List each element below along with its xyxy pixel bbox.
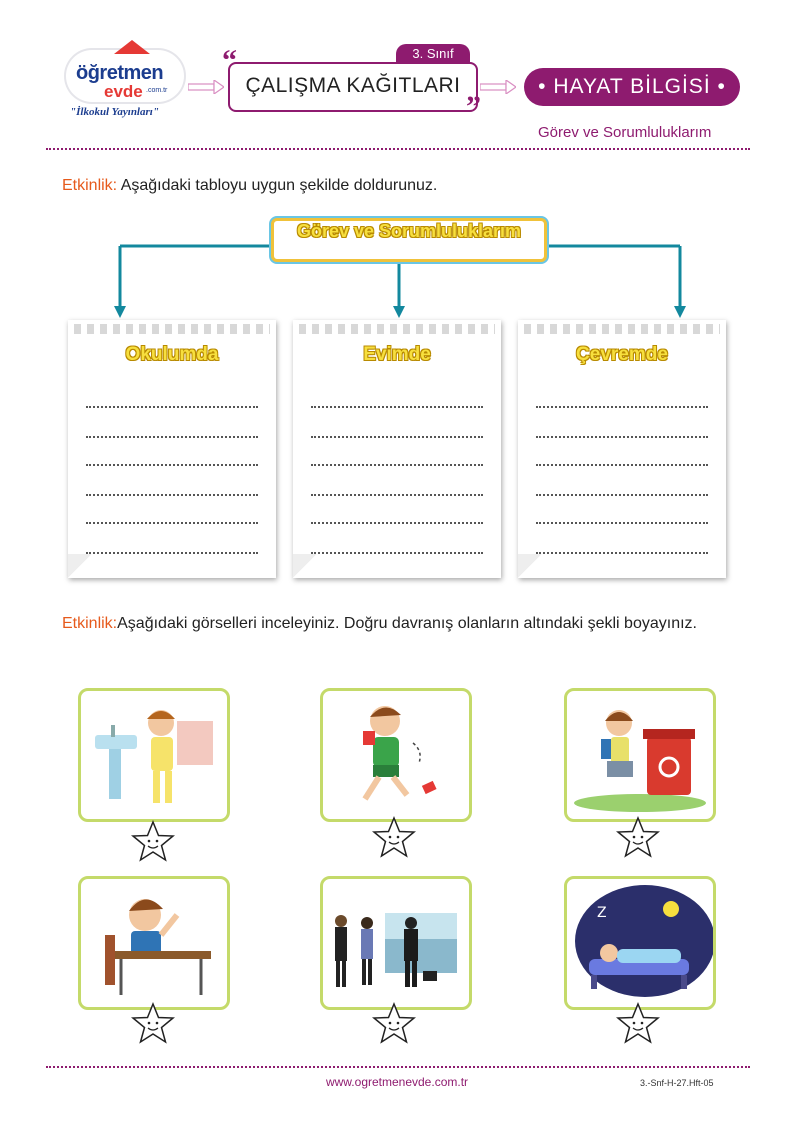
write-line[interactable] bbox=[311, 552, 483, 554]
header-divider bbox=[46, 148, 750, 150]
write-line[interactable] bbox=[311, 436, 483, 438]
smiley-star-icon[interactable] bbox=[616, 816, 660, 860]
grade-badge: 3. Sınıf bbox=[396, 44, 470, 64]
write-line[interactable] bbox=[86, 406, 258, 408]
logo-tagline: "İlkokul Yayınları" bbox=[70, 106, 159, 118]
logo-domain: .com.tr bbox=[146, 87, 168, 94]
logo-text-bottom: evde bbox=[104, 82, 143, 101]
arrow-right-icon bbox=[188, 80, 224, 94]
footer-url[interactable]: www.ogretmenevde.com.tr bbox=[325, 1075, 469, 1089]
svg-text:Z: Z bbox=[597, 905, 607, 921]
child-sleeping-illustration bbox=[567, 879, 713, 1007]
girl-recycling-illustration bbox=[567, 691, 713, 819]
note-holes bbox=[74, 324, 270, 334]
note-holes bbox=[524, 324, 720, 334]
logo-text-top: öğretmen bbox=[76, 62, 164, 84]
write-line[interactable] bbox=[86, 494, 258, 496]
write-line[interactable] bbox=[536, 552, 708, 554]
boy-raising-hand-illustration bbox=[81, 879, 227, 1007]
subject-badge: • HAYAT BİLGİSİ • bbox=[524, 68, 740, 106]
smiley-star-icon[interactable] bbox=[131, 820, 175, 864]
logo-roof-icon bbox=[114, 40, 150, 54]
page-curl bbox=[293, 554, 317, 578]
smiley-star-icon[interactable] bbox=[372, 1002, 416, 1046]
note-title-environment: Çevremde bbox=[576, 344, 668, 365]
activity-1-text: Aşağıdaki tabloyu uygun şekilde doldurunuz. bbox=[117, 177, 438, 194]
activity-2-text: Aşağıdaki görselleri inceleyiniz. Doğru davranış olanların altındaki şekli boyayınız. bbox=[117, 615, 697, 632]
smiley-star-icon[interactable] bbox=[616, 1002, 660, 1046]
write-line[interactable] bbox=[536, 436, 708, 438]
note-card-school bbox=[68, 320, 276, 578]
write-line[interactable] bbox=[86, 552, 258, 554]
write-line[interactable] bbox=[86, 522, 258, 524]
center-topic-box bbox=[271, 218, 547, 262]
footer-code: 3.-Snf-H-27.Hft-05 bbox=[640, 1078, 714, 1088]
topic-title: Görev ve Sorumluluklarım bbox=[538, 124, 712, 141]
girl-brushing-teeth-illustration bbox=[81, 691, 227, 819]
activity-2-keyword: Etkinlik: bbox=[62, 615, 118, 632]
write-line[interactable] bbox=[311, 522, 483, 524]
write-line[interactable] bbox=[536, 464, 708, 466]
people-queue-illustration bbox=[323, 879, 469, 1007]
arrow-right-icon bbox=[480, 80, 516, 94]
picture-raising-hand bbox=[78, 876, 230, 1010]
picture-brushing-teeth bbox=[78, 688, 230, 822]
worksheet-title-box bbox=[228, 62, 478, 112]
write-line[interactable] bbox=[311, 464, 483, 466]
write-line[interactable] bbox=[311, 494, 483, 496]
note-card-home bbox=[293, 320, 501, 578]
publisher-logo bbox=[64, 40, 192, 124]
center-topic-label: Görev ve Sorumluluklarım bbox=[296, 221, 522, 241]
worksheet-title: ÇALIŞMA KAĞITLARI bbox=[245, 74, 461, 97]
picture-queue bbox=[320, 876, 472, 1010]
smiley-star-icon[interactable] bbox=[131, 1002, 175, 1046]
page-curl bbox=[68, 554, 92, 578]
footer-divider bbox=[46, 1066, 750, 1068]
picture-recycling bbox=[564, 688, 716, 822]
picture-littering bbox=[320, 688, 472, 822]
note-title-home: Evimde bbox=[363, 344, 431, 365]
note-card-environment bbox=[518, 320, 726, 578]
page-curl bbox=[518, 554, 542, 578]
activity-2-instruction bbox=[62, 610, 712, 637]
smiley-star-icon[interactable] bbox=[372, 816, 416, 860]
activity-1-instruction bbox=[62, 172, 437, 199]
write-line[interactable] bbox=[536, 494, 708, 496]
write-line[interactable] bbox=[86, 436, 258, 438]
quote-close-icon: ” bbox=[466, 90, 481, 123]
write-line[interactable] bbox=[86, 464, 258, 466]
note-title-school: Okulumda bbox=[125, 344, 219, 365]
write-line[interactable] bbox=[536, 406, 708, 408]
picture-sleeping bbox=[564, 876, 716, 1010]
boy-littering-illustration bbox=[323, 691, 469, 819]
note-holes bbox=[299, 324, 495, 334]
quote-open-icon: “ bbox=[222, 44, 237, 77]
write-line[interactable] bbox=[311, 406, 483, 408]
activity-1-keyword: Etkinlik: bbox=[62, 177, 118, 194]
write-line[interactable] bbox=[536, 522, 708, 524]
